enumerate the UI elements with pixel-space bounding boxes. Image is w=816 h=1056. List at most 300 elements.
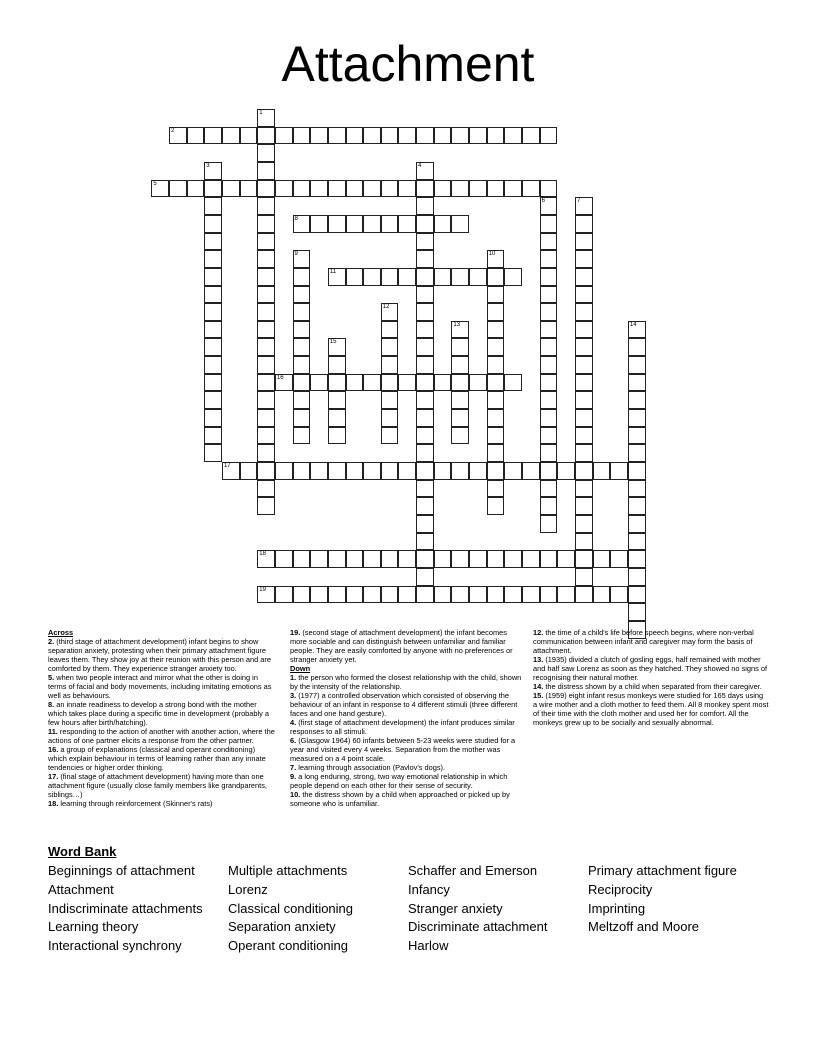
crossword-cell[interactable] [328, 268, 346, 286]
crossword-cell[interactable] [293, 321, 311, 339]
crossword-cell[interactable] [416, 286, 434, 304]
crossword-cell[interactable] [328, 127, 346, 145]
crossword-cell[interactable] [451, 550, 469, 568]
crossword-cell[interactable] [416, 409, 434, 427]
crossword-cell[interactable] [257, 215, 275, 233]
crossword-cell[interactable] [293, 462, 311, 480]
crossword-cell[interactable] [240, 127, 258, 145]
crossword-cell[interactable] [257, 391, 275, 409]
crossword-cell[interactable] [204, 250, 222, 268]
crossword-cell[interactable] [346, 268, 364, 286]
crossword-cell[interactable] [628, 409, 646, 427]
crossword-cell[interactable] [434, 550, 452, 568]
crossword-cell[interactable] [169, 127, 187, 145]
crossword-cell[interactable] [628, 338, 646, 356]
crossword-cell[interactable] [540, 391, 558, 409]
crossword-cell[interactable] [257, 462, 275, 480]
crossword-cell[interactable] [381, 391, 399, 409]
word-bank-item: Indiscriminate attachments [48, 900, 203, 916]
crossword-cell[interactable] [487, 550, 505, 568]
crossword-cell[interactable] [416, 462, 434, 480]
crossword-cell[interactable] [204, 268, 222, 286]
crossword-cell[interactable] [416, 250, 434, 268]
crossword-cell[interactable] [540, 250, 558, 268]
crossword-cell[interactable] [204, 374, 222, 392]
crossword-cell[interactable] [240, 462, 258, 480]
crossword-cell[interactable] [381, 215, 399, 233]
crossword-cell[interactable] [628, 444, 646, 462]
crossword-cell[interactable] [540, 233, 558, 251]
crossword-cell[interactable] [434, 374, 452, 392]
crossword-cell[interactable] [293, 391, 311, 409]
crossword-cell[interactable] [204, 409, 222, 427]
crossword-cell[interactable] [451, 180, 469, 198]
crossword-cell[interactable] [310, 586, 328, 604]
crossword-cell[interactable] [398, 374, 416, 392]
crossword-cell[interactable] [451, 374, 469, 392]
crossword-cell[interactable] [328, 391, 346, 409]
crossword-cell[interactable] [363, 550, 381, 568]
crossword-cell[interactable] [363, 268, 381, 286]
crossword-cell[interactable] [275, 180, 293, 198]
crossword-cell[interactable] [293, 409, 311, 427]
crossword-cell[interactable] [451, 462, 469, 480]
crossword-cell[interactable] [328, 374, 346, 392]
crossword-cell[interactable] [540, 356, 558, 374]
crossword-cell[interactable] [257, 444, 275, 462]
crossword-cell[interactable] [504, 586, 522, 604]
crossword-cell[interactable] [293, 550, 311, 568]
crossword-cell[interactable] [540, 127, 558, 145]
crossword-cell[interactable] [540, 462, 558, 480]
crossword-cell[interactable] [381, 303, 399, 321]
crossword-cell[interactable] [487, 497, 505, 515]
crossword-cell[interactable] [381, 374, 399, 392]
crossword-cell[interactable] [257, 480, 275, 498]
crossword-cell[interactable] [204, 215, 222, 233]
crossword-cell[interactable] [328, 586, 346, 604]
crossword-cell[interactable] [416, 338, 434, 356]
crossword-cell[interactable] [381, 427, 399, 445]
crossword-cell[interactable] [575, 303, 593, 321]
crossword-cell[interactable] [487, 427, 505, 445]
crossword-cell[interactable] [398, 215, 416, 233]
crossword-cell[interactable] [293, 250, 311, 268]
crossword-cell[interactable] [451, 338, 469, 356]
crossword-cell[interactable] [293, 180, 311, 198]
crossword-cell[interactable] [575, 374, 593, 392]
crossword-cell[interactable] [204, 427, 222, 445]
crossword-cell[interactable] [204, 233, 222, 251]
crossword-cell[interactable] [575, 338, 593, 356]
crossword-cell[interactable] [540, 215, 558, 233]
crossword-cell[interactable] [363, 462, 381, 480]
crossword-cell[interactable] [416, 586, 434, 604]
crossword-cell[interactable] [310, 127, 328, 145]
crossword-cell[interactable] [416, 374, 434, 392]
crossword-cell[interactable] [522, 180, 540, 198]
crossword-cell[interactable] [328, 462, 346, 480]
crossword-cell[interactable] [416, 533, 434, 551]
crossword-cell[interactable] [204, 127, 222, 145]
crossword-cell[interactable] [557, 462, 575, 480]
crossword-cell[interactable] [293, 215, 311, 233]
crossword-cell[interactable] [204, 197, 222, 215]
crossword-cell[interactable] [628, 586, 646, 604]
crossword-cell[interactable] [593, 586, 611, 604]
crossword-cell[interactable] [628, 497, 646, 515]
crossword-cell[interactable] [257, 268, 275, 286]
crossword-cell[interactable] [575, 321, 593, 339]
crossword-cell[interactable] [416, 568, 434, 586]
crossword-cell[interactable] [416, 497, 434, 515]
crossword-cell[interactable] [275, 462, 293, 480]
crossword-cell[interactable] [575, 515, 593, 533]
crossword-cell[interactable] [451, 215, 469, 233]
crossword-cell[interactable] [204, 162, 222, 180]
crossword-cell[interactable] [540, 480, 558, 498]
crossword-cell[interactable] [381, 127, 399, 145]
crossword-cell[interactable] [540, 197, 558, 215]
crossword-cell[interactable] [416, 550, 434, 568]
crossword-cell[interactable] [593, 462, 611, 480]
crossword-cell[interactable] [204, 321, 222, 339]
crossword-cell[interactable] [346, 180, 364, 198]
crossword-cell[interactable] [257, 250, 275, 268]
crossword-cell[interactable] [381, 356, 399, 374]
word-bank-item: Harlow [408, 938, 449, 954]
crossword-cell[interactable] [416, 321, 434, 339]
crossword-cell[interactable] [575, 427, 593, 445]
crossword-cell[interactable] [398, 462, 416, 480]
crossword-cell[interactable] [451, 427, 469, 445]
crossword-cell[interactable] [257, 109, 275, 127]
crossword-cell[interactable] [381, 321, 399, 339]
crossword-cell[interactable] [310, 180, 328, 198]
clue-across-17: 17. (final stage of attachment development) having more than one attachment figure (usually close family members like grandparents, siblings…) [48, 772, 267, 799]
crossword-cell[interactable] [540, 338, 558, 356]
crossword-cell[interactable] [346, 550, 364, 568]
crossword-cell[interactable] [293, 427, 311, 445]
crossword-cell[interactable] [222, 180, 240, 198]
crossword-cell[interactable] [540, 303, 558, 321]
crossword-cell[interactable] [363, 374, 381, 392]
crossword-cell[interactable] [628, 480, 646, 498]
crossword-cell[interactable] [540, 409, 558, 427]
crossword-cell[interactable] [381, 550, 399, 568]
crossword-cell[interactable] [204, 356, 222, 374]
crossword-cell[interactable] [240, 180, 258, 198]
crossword-cell[interactable] [487, 356, 505, 374]
crossword-cell[interactable] [398, 180, 416, 198]
crossword-cell[interactable] [487, 391, 505, 409]
crossword-cell[interactable] [451, 321, 469, 339]
crossword-cell[interactable] [398, 550, 416, 568]
crossword-cell[interactable] [328, 427, 346, 445]
crossword-cell[interactable] [257, 162, 275, 180]
crossword-cell[interactable] [328, 180, 346, 198]
crossword-cell[interactable] [628, 374, 646, 392]
crossword-cell[interactable] [416, 233, 434, 251]
crossword-cell[interactable] [487, 268, 505, 286]
crossword-cell[interactable] [363, 215, 381, 233]
crossword-cell[interactable] [575, 215, 593, 233]
crossword-cell[interactable] [293, 374, 311, 392]
crossword-cell[interactable] [469, 268, 487, 286]
crossword-cell[interactable] [275, 586, 293, 604]
crossword-cell[interactable] [504, 180, 522, 198]
crossword-cell[interactable] [310, 374, 328, 392]
crossword-cell[interactable] [169, 180, 187, 198]
crossword-cell[interactable] [257, 338, 275, 356]
crossword-cell[interactable] [416, 444, 434, 462]
crossword-cell[interactable] [310, 462, 328, 480]
crossword-cell[interactable] [328, 409, 346, 427]
crossword-cell[interactable] [522, 462, 540, 480]
crossword-cell[interactable] [363, 180, 381, 198]
crossword-cell[interactable] [451, 586, 469, 604]
crossword-cell[interactable] [540, 444, 558, 462]
crossword-cell[interactable] [469, 127, 487, 145]
crossword-cell[interactable] [257, 374, 275, 392]
crossword-cell[interactable] [257, 127, 275, 145]
crossword-cell[interactable] [469, 550, 487, 568]
crossword-cell[interactable] [204, 286, 222, 304]
crossword-cell[interactable] [487, 321, 505, 339]
crossword-cell[interactable] [540, 268, 558, 286]
crossword-cell[interactable] [434, 127, 452, 145]
crossword-cell[interactable] [575, 444, 593, 462]
crossword-cell[interactable] [416, 215, 434, 233]
crossword-cell[interactable] [451, 409, 469, 427]
crossword-cell[interactable] [257, 144, 275, 162]
crossword-cell[interactable] [593, 550, 611, 568]
crossword-cell[interactable] [610, 462, 628, 480]
crossword-cell[interactable] [310, 215, 328, 233]
crossword-cell[interactable] [293, 268, 311, 286]
crossword-cell[interactable] [504, 374, 522, 392]
crossword-cell[interactable] [434, 215, 452, 233]
crossword-cell[interactable] [575, 497, 593, 515]
crossword-cell[interactable] [469, 374, 487, 392]
crossword-cell[interactable] [328, 338, 346, 356]
crossword-cell[interactable] [628, 550, 646, 568]
crossword-cell[interactable] [363, 127, 381, 145]
crossword-cell[interactable] [487, 462, 505, 480]
crossword-cell[interactable] [575, 586, 593, 604]
crossword-cell[interactable] [610, 550, 628, 568]
crossword-cell[interactable] [293, 338, 311, 356]
crossword-cell[interactable] [434, 586, 452, 604]
crossword-cell[interactable] [540, 497, 558, 515]
crossword-cell[interactable] [575, 356, 593, 374]
crossword-cell[interactable] [310, 550, 328, 568]
crossword-cell[interactable] [222, 127, 240, 145]
crossword-cell[interactable] [628, 391, 646, 409]
crossword-cell[interactable] [628, 533, 646, 551]
crossword-cell[interactable] [487, 374, 505, 392]
crossword-cell[interactable] [416, 268, 434, 286]
crossword-cell[interactable] [257, 497, 275, 515]
crossword-cell[interactable] [575, 550, 593, 568]
crossword-cell[interactable] [469, 462, 487, 480]
crossword-cell[interactable] [204, 180, 222, 198]
clue-down-7: 7. learning through association (Pavlov's dogs). [290, 763, 446, 772]
crossword-cell[interactable] [381, 586, 399, 604]
crossword-cell[interactable] [416, 391, 434, 409]
crossword-cell[interactable] [575, 462, 593, 480]
crossword-cell[interactable] [469, 586, 487, 604]
crossword-cell[interactable] [575, 250, 593, 268]
crossword-cell[interactable] [504, 550, 522, 568]
crossword-cell[interactable] [487, 444, 505, 462]
crossword-cell[interactable] [451, 268, 469, 286]
crossword-cell[interactable] [487, 250, 505, 268]
crossword-cell[interactable] [575, 391, 593, 409]
crossword-cell[interactable] [522, 550, 540, 568]
crossword-cell[interactable] [257, 356, 275, 374]
crossword-cell[interactable] [628, 515, 646, 533]
crossword-cell[interactable] [187, 180, 205, 198]
crossword-cell[interactable] [257, 197, 275, 215]
clues-column-3 [533, 628, 769, 727]
crossword-cell[interactable] [204, 391, 222, 409]
crossword-cell[interactable] [381, 338, 399, 356]
crossword-cell[interactable] [522, 127, 540, 145]
crossword-cell[interactable] [204, 444, 222, 462]
crossword-cell[interactable] [557, 586, 575, 604]
crossword-cell[interactable] [398, 127, 416, 145]
crossword-cell[interactable] [293, 303, 311, 321]
crossword-cell[interactable] [204, 303, 222, 321]
crossword-cell[interactable] [628, 321, 646, 339]
crossword-cell[interactable] [346, 374, 364, 392]
crossword-cell[interactable] [487, 586, 505, 604]
crossword-cell[interactable] [575, 268, 593, 286]
crossword-cell[interactable] [610, 586, 628, 604]
crossword-cell[interactable] [487, 480, 505, 498]
crossword-cell[interactable] [575, 533, 593, 551]
crossword-cell[interactable] [451, 127, 469, 145]
crossword-cell[interactable] [257, 321, 275, 339]
crossword-cell[interactable] [257, 427, 275, 445]
crossword-cell[interactable] [275, 374, 293, 392]
crossword-cell[interactable] [381, 462, 399, 480]
crossword-cell[interactable] [487, 409, 505, 427]
crossword-cell[interactable] [187, 127, 205, 145]
crossword-cell[interactable] [540, 586, 558, 604]
crossword-cell[interactable] [451, 356, 469, 374]
crossword-cell[interactable] [416, 127, 434, 145]
crossword-cell[interactable] [628, 603, 646, 621]
crossword-cell[interactable] [540, 374, 558, 392]
crossword-cell[interactable] [381, 409, 399, 427]
crossword-cell[interactable] [346, 215, 364, 233]
crossword-cell[interactable] [628, 356, 646, 374]
crossword-cell[interactable] [434, 180, 452, 198]
crossword-cell[interactable] [416, 303, 434, 321]
crossword-cell[interactable] [434, 268, 452, 286]
crossword-cell[interactable] [469, 180, 487, 198]
crossword-cell[interactable] [257, 180, 275, 198]
crossword-cell[interactable] [504, 462, 522, 480]
crossword-cell[interactable] [416, 180, 434, 198]
crossword-cell[interactable] [293, 356, 311, 374]
crossword-cell[interactable] [398, 586, 416, 604]
crossword-cell[interactable] [275, 550, 293, 568]
crossword-cell[interactable] [416, 356, 434, 374]
crossword-cell[interactable] [487, 338, 505, 356]
crossword-cell[interactable] [628, 427, 646, 445]
crossword-cell[interactable] [293, 127, 311, 145]
crossword-cell[interactable] [222, 462, 240, 480]
crossword-cell[interactable] [434, 462, 452, 480]
crossword-cell[interactable] [275, 127, 293, 145]
crossword-cell[interactable] [504, 268, 522, 286]
crossword-cell[interactable] [151, 180, 169, 198]
crossword-cell[interactable] [504, 127, 522, 145]
crossword-cell[interactable] [257, 286, 275, 304]
crossword-cell[interactable] [575, 568, 593, 586]
crossword-cell[interactable] [416, 515, 434, 533]
crossword-cell[interactable] [328, 215, 346, 233]
crossword-cell[interactable] [575, 409, 593, 427]
crossword-cell[interactable] [628, 462, 646, 480]
clue-number: 18 [259, 551, 266, 558]
crossword-cell[interactable] [575, 286, 593, 304]
crossword-cell[interactable] [451, 391, 469, 409]
crossword-cell[interactable] [540, 515, 558, 533]
crossword-cell[interactable] [575, 480, 593, 498]
crossword-cell[interactable] [381, 268, 399, 286]
crossword-cell[interactable] [398, 268, 416, 286]
crossword-cell[interactable] [346, 586, 364, 604]
crossword-cell[interactable] [575, 197, 593, 215]
crossword-cell[interactable] [293, 286, 311, 304]
crossword-cell[interactable] [257, 409, 275, 427]
crossword-cell[interactable] [416, 162, 434, 180]
crossword-cell[interactable] [557, 550, 575, 568]
crossword-cell[interactable] [328, 356, 346, 374]
crossword-cell[interactable] [363, 586, 381, 604]
crossword-cell[interactable] [346, 127, 364, 145]
crossword-cell[interactable] [416, 480, 434, 498]
crossword-cell[interactable] [575, 233, 593, 251]
crossword-cell[interactable] [293, 586, 311, 604]
crossword-cell[interactable] [540, 427, 558, 445]
crossword-cell[interactable] [257, 303, 275, 321]
crossword-cell[interactable] [416, 197, 434, 215]
crossword-cell[interactable] [328, 550, 346, 568]
crossword-cell[interactable] [257, 586, 275, 604]
crossword-cell[interactable] [346, 462, 364, 480]
crossword-cell[interactable] [416, 427, 434, 445]
crossword-cell[interactable] [257, 233, 275, 251]
crossword-cell[interactable] [540, 550, 558, 568]
crossword-cell[interactable] [204, 338, 222, 356]
crossword-cell[interactable] [487, 127, 505, 145]
crossword-cell[interactable] [487, 303, 505, 321]
crossword-cell[interactable] [540, 180, 558, 198]
crossword-cell[interactable] [628, 568, 646, 586]
crossword-cell[interactable] [257, 550, 275, 568]
crossword-cell[interactable] [381, 180, 399, 198]
crossword-cell[interactable] [487, 180, 505, 198]
crossword-cell[interactable] [540, 286, 558, 304]
crossword-cell[interactable] [522, 586, 540, 604]
crossword-cell[interactable] [540, 321, 558, 339]
crossword-cell[interactable] [487, 286, 505, 304]
